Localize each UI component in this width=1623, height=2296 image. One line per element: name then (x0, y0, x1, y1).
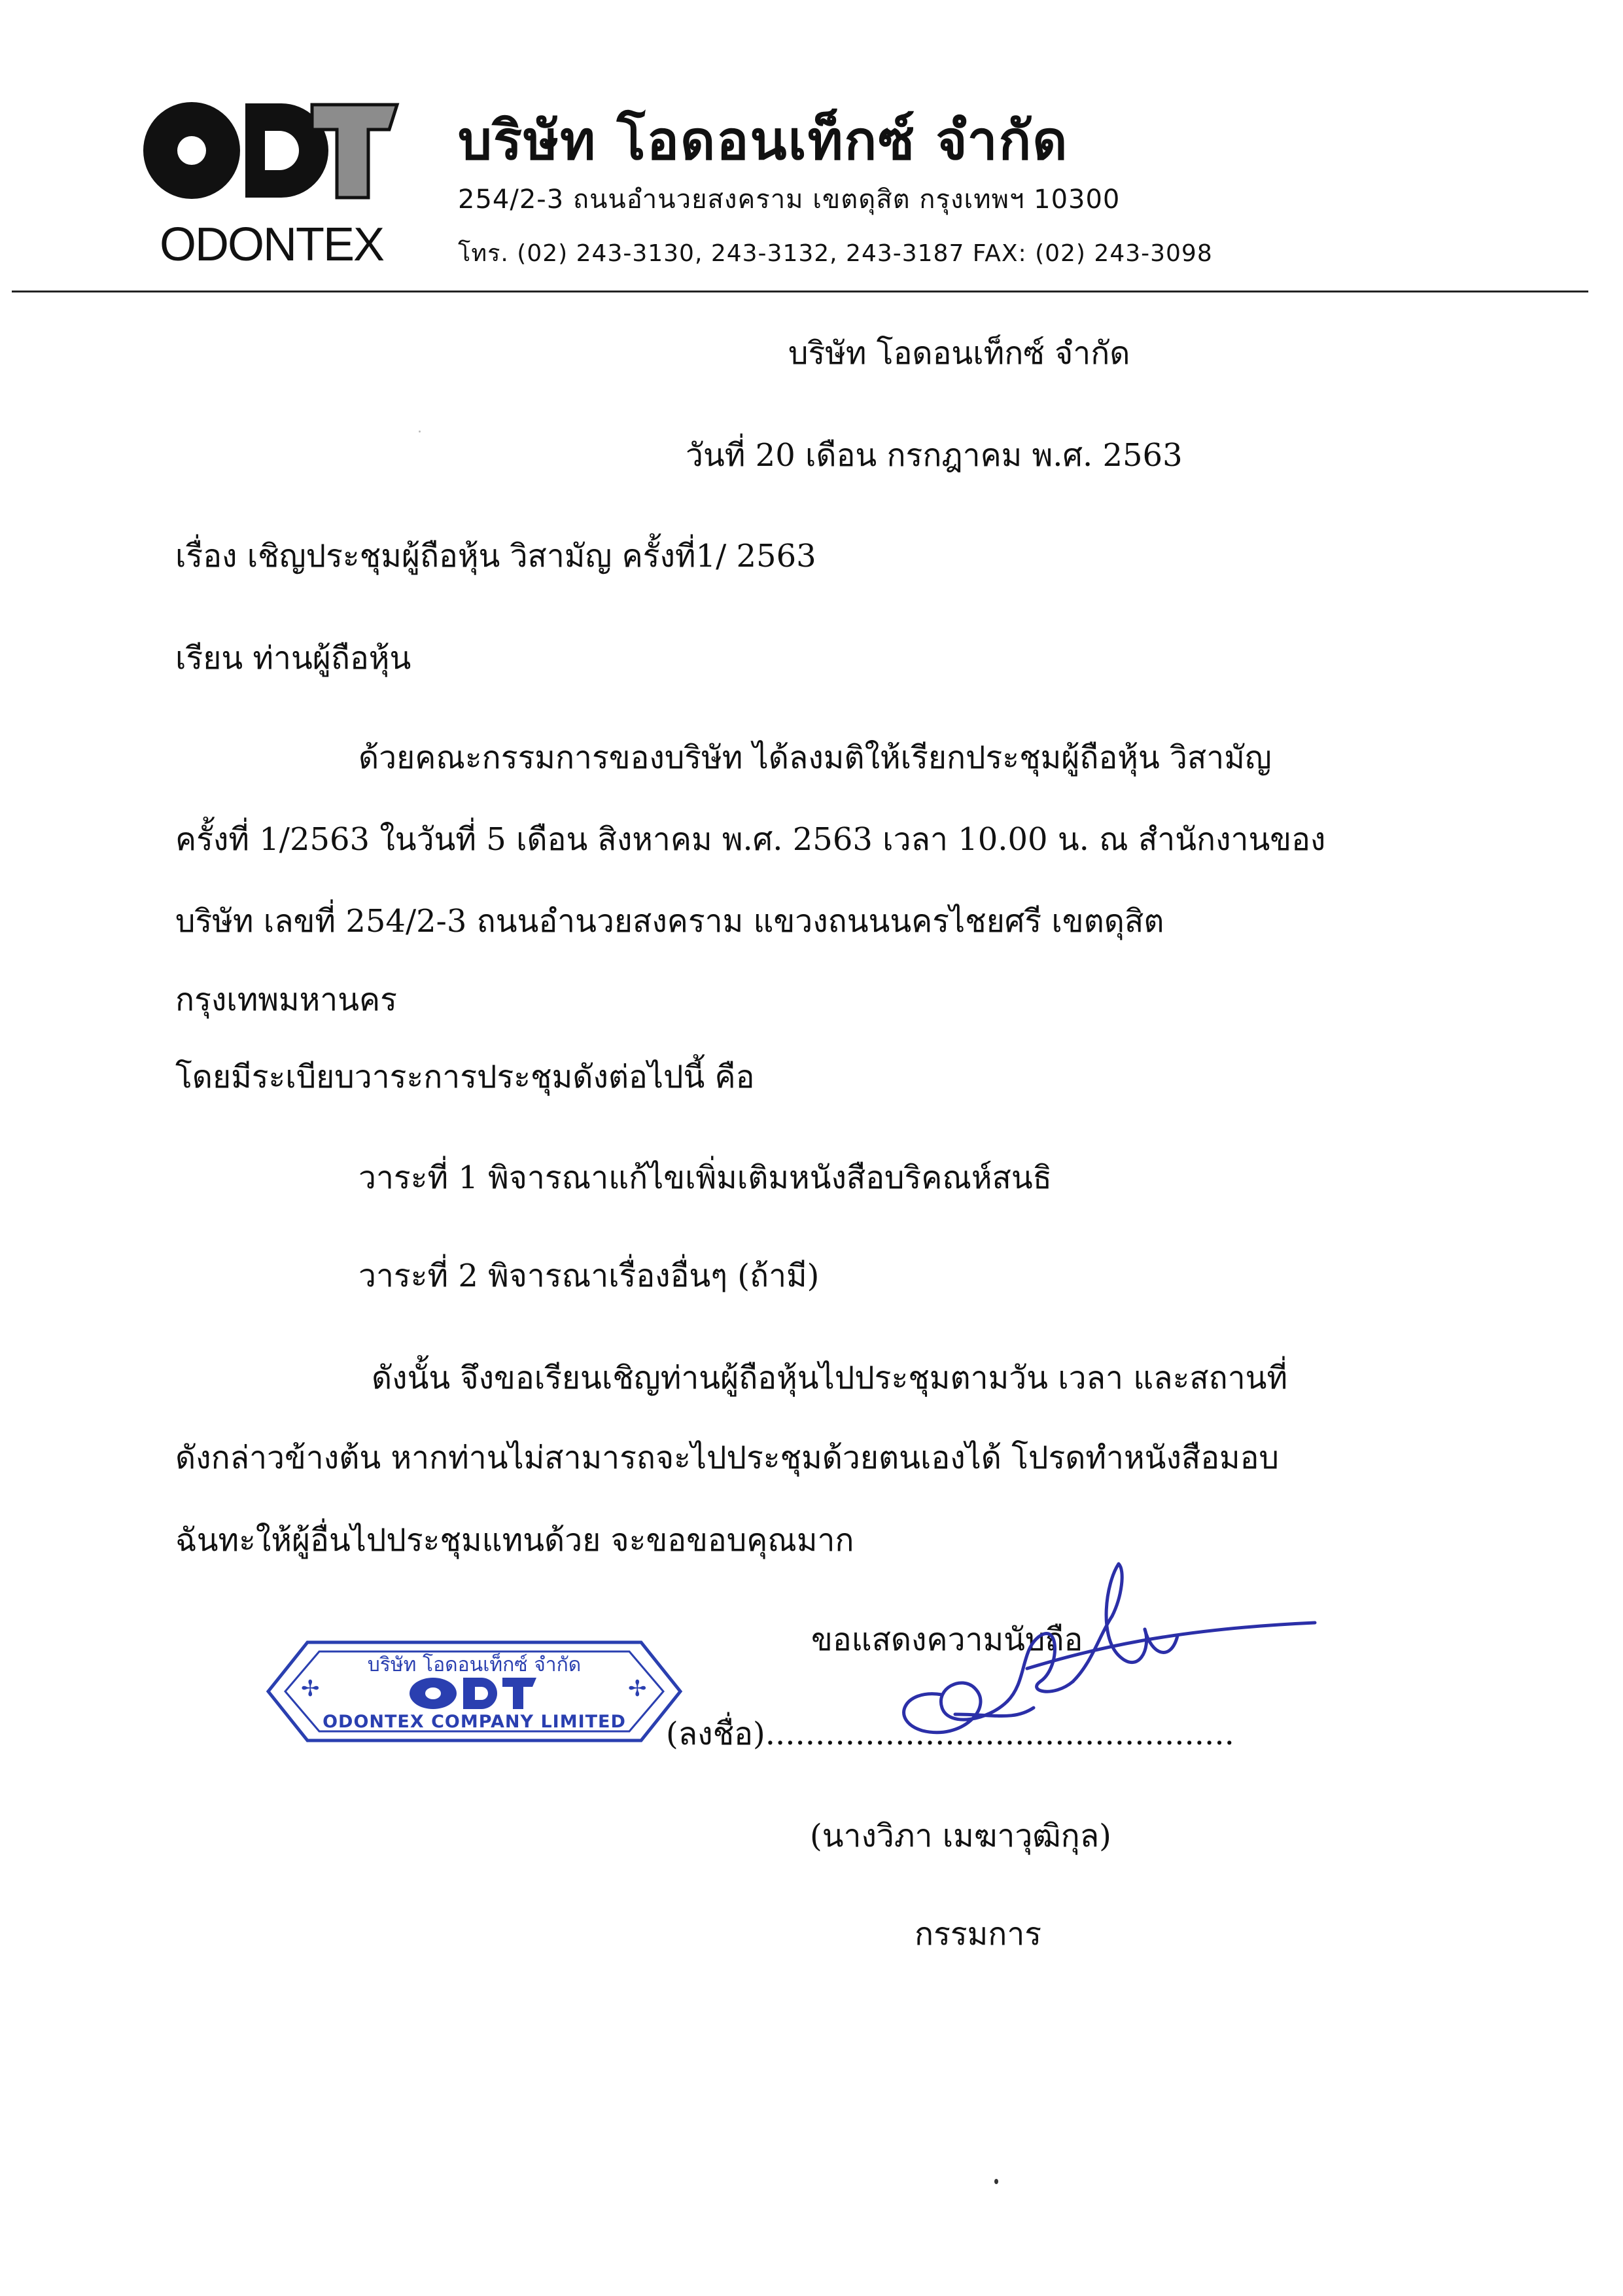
sender-line: บริษัท โอดอนเท็กซ์ จำกัด (788, 335, 1130, 372)
letter-subject: เรื่อง เชิญประชุมผู้ถือหุ้น วิสามัญ ครั้งที่1/ 2563 (175, 538, 816, 574)
stamp-thai-name: บริษัท โอดอนเท็กซ์ จำกัด (367, 1653, 582, 1676)
letterhead-divider (12, 291, 1588, 292)
agenda-item-2: วาระที่ 2 พิจารณาเรื่องอื่นๆ (ถ้ามี) (358, 1258, 820, 1294)
stamp-english-name: ODONTEX COMPANY LIMITED (323, 1712, 626, 1732)
stamp-star-right-icon: ✢ (628, 1676, 647, 1702)
signer-name: (นางวิภา เมฆาวุฒิกุล) (810, 1818, 1111, 1854)
letter-date: วันที่ 20 เดือน กรกฎาคม พ.ศ. 2563 (686, 437, 1183, 474)
body-line-2: ครั้งที่ 1/2563 ในวันที่ 5 เดือน สิงหาคม พ.ศ. 2563 เวลา 10.00 น. ณ สำนักงานของ (175, 821, 1326, 858)
agenda-item-1: วาระที่ 1 พิจารณาแก้ไขเพิ่มเติมหนังสือบริคณห์สนธิ (358, 1159, 1052, 1196)
body-line-3: บริษัท เลขที่ 254/2-3 ถนนอำนวยสงคราม แขวงถนนนครไชยศรี เขตดุสิต (175, 903, 1164, 940)
closing-line-2: ดังกล่าวข้างต้น หากท่านไม่สามารถจะไปประชุมด้วยตนเองได้ โปรดทำหนังสือมอบ (175, 1439, 1279, 1476)
body-line-4: กรุงเทพมหานคร (175, 981, 397, 1018)
scan-speck (994, 2179, 998, 2184)
closing-line-1: ดังนั้น จึงขอเรียนเชิญท่านผู้ถือหุ้นไปประชุมตามวัน เวลา และสถานที่ (372, 1360, 1288, 1396)
logo-wordmark: ODONTEX (159, 219, 384, 268)
company-stamp (262, 1629, 687, 1754)
handwritten-signature (864, 1557, 1321, 1767)
signer-title: กรรมการ (915, 1916, 1042, 1952)
company-phone: โทร. (02) 243-3130, 243-3132, 243-3187 FAX: (02) 243-3098 (458, 240, 1213, 267)
company-name: บริษัท โอดอนเท็กซ์ จำกัด (458, 110, 1069, 172)
body-line-5: โดยมีระเบียบวาระการประชุมดังต่อไปนี้ คือ (175, 1059, 755, 1095)
body-line-1: ด้วยคณะกรรมการของบริษัท ได้ลงมติให้เรียกประชุมผู้ถือหุ้น วิสามัญ (358, 739, 1272, 776)
letter-salutation: เรียน ท่านผู้ถือหุ้น (175, 640, 411, 677)
stamp-star-left-icon: ✢ (301, 1676, 320, 1702)
company-address: 254/2-3 ถนนอำนวยสงคราม เขตดุสิต กรุงเทพฯ 10300 (458, 185, 1121, 215)
scan-speck (419, 431, 421, 433)
regards-line: ขอแสดงความนับถือ (811, 1621, 1083, 1658)
odontex-logo (141, 98, 402, 268)
signature-line: (ลงชื่อ)............................................... (666, 1716, 1234, 1752)
closing-line-3: ฉันทะให้ผู้อื่นไปประชุมแทนด้วย จะขอขอบคุณมาก (175, 1522, 854, 1559)
